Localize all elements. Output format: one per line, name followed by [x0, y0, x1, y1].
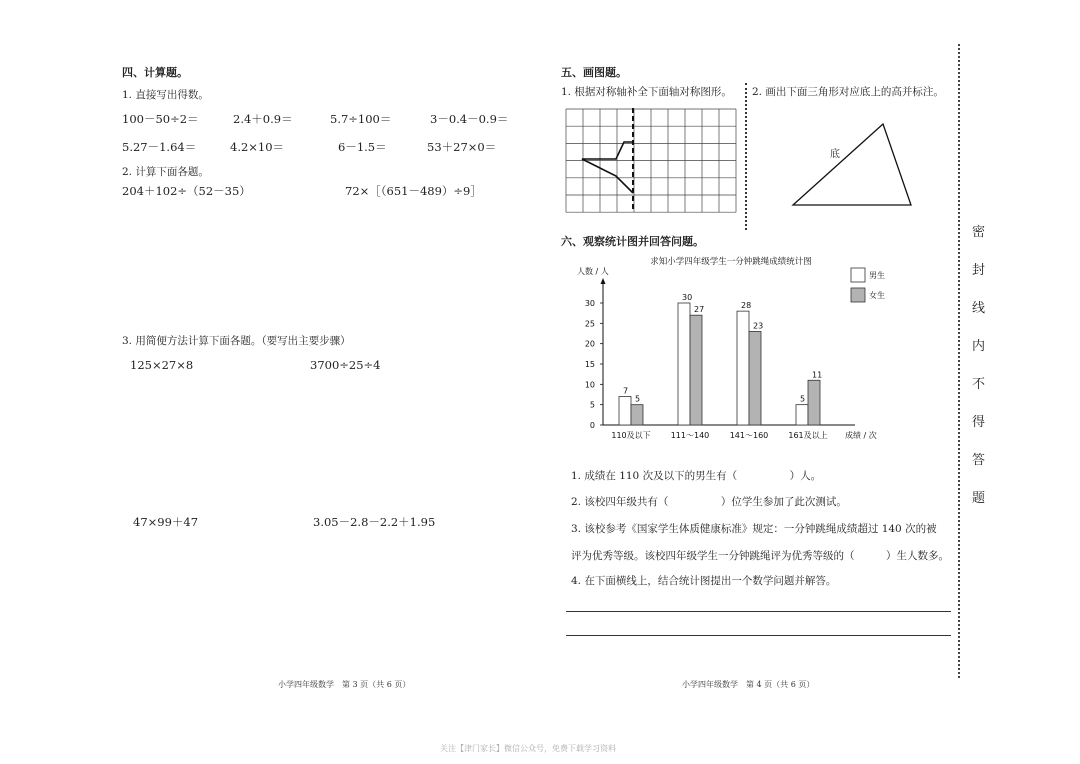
- legend-swatch: [851, 268, 865, 282]
- y-tick-label: 15: [584, 360, 595, 369]
- bar: [808, 380, 820, 425]
- y-tick-label: 10: [584, 380, 595, 390]
- legend-label: 男生: [869, 271, 885, 280]
- oral-item: 4.2×10＝: [230, 140, 285, 154]
- x-tick-label: 161及以上: [788, 431, 828, 440]
- q2-item: 72×［（651－489）÷9］: [345, 184, 482, 198]
- drawing-q1: 1. 根据对称轴补全下面轴对称图形。: [561, 86, 732, 98]
- x-tick-label: 111～140: [670, 431, 710, 440]
- bottom-note: 关注【津门家长】微信公众号，免费下载学习资料: [440, 744, 616, 753]
- q2-item: 204＋102÷（52－35）: [122, 184, 251, 198]
- seal-char: 不: [972, 377, 986, 392]
- stat-question-2: 2. 该校四年级共有（ ）位学生参加了此次测试。: [571, 496, 847, 508]
- drawing-q2: 2. 画出下面三角形对应底上的高并标注。: [752, 86, 944, 98]
- half-figure: [582, 142, 633, 193]
- page-footer: 小学四年级数学 第 3 页（共 6 页）: [278, 680, 411, 689]
- stat-question-1: 1. 成绩在 110 次及以下的男生有（ ）人。: [571, 470, 822, 482]
- stat-question-3a: 3. 该校参考《国家学生体质健康标准》规定：一分钟跳绳成绩超过 140 次的被: [571, 523, 937, 535]
- y-axis-label: 人数 / 人: [577, 267, 609, 276]
- seal-char: 线: [972, 301, 986, 316]
- legend-swatch: [851, 288, 865, 302]
- section-4-title: 四、计算题。: [122, 66, 188, 79]
- seal-char: 题: [972, 491, 986, 506]
- oral-item: 2.4＋0.9＝: [233, 112, 293, 126]
- q3-item: 47×99＋47: [133, 515, 199, 529]
- bar: [678, 303, 690, 425]
- chart-title: 求知小学四年级学生一分钟跳绳成绩统计图: [650, 257, 812, 267]
- y-axis-arrow: [601, 278, 606, 284]
- seal-char: 封: [972, 263, 986, 278]
- oral-item: 100－50÷2＝: [122, 112, 199, 126]
- q3-item: 3.05－2.8－2.2＋1.95: [313, 515, 436, 529]
- oral-item: 3－0.4－0.9＝: [430, 112, 509, 126]
- bar-chart: [565, 252, 895, 447]
- q3-title: 3. 用简便方法计算下面各题。（要写出主要步骤）: [122, 335, 351, 347]
- oral-item: 6－1.5＝: [338, 140, 387, 154]
- symmetry-grid: [565, 108, 737, 214]
- y-tick-label: 30: [584, 299, 595, 308]
- y-tick-label: 25: [584, 319, 595, 329]
- oral-item: 53＋27×0＝: [427, 140, 497, 154]
- legend-label: 女生: [869, 291, 885, 300]
- bar: [749, 331, 761, 425]
- seal-char: 得: [972, 415, 986, 430]
- q3-item: 125×27×8: [130, 358, 194, 372]
- bar-value-label: 27: [694, 305, 705, 315]
- oral-item: 5.7÷100＝: [330, 112, 392, 126]
- answer-line: [566, 611, 951, 612]
- y-tick-label: 0: [589, 421, 595, 430]
- bar: [796, 405, 808, 425]
- stat-question-4: 4. 在下面横线上，结合统计图提出一个数学问题并解答。: [571, 575, 837, 587]
- binding-line: [958, 44, 960, 678]
- bar: [737, 311, 749, 425]
- section-6-title: 六、观察统计图并回答问题。: [561, 235, 704, 248]
- q2-title: 2. 计算下面各题。: [122, 166, 209, 178]
- base-label: 底: [830, 149, 840, 160]
- bar-value-label: 30: [682, 293, 693, 302]
- bar-value-label: 11: [812, 370, 823, 380]
- q1-title: 1. 直接写出得数。: [122, 89, 209, 101]
- y-tick-label: 5: [589, 400, 595, 410]
- bar: [619, 397, 631, 425]
- x-axis-label: 成绩 / 次: [845, 431, 877, 440]
- answer-line: [566, 635, 951, 636]
- bar: [631, 405, 643, 425]
- triangle-figure: [790, 120, 915, 210]
- bar-value-label: 7: [623, 386, 629, 396]
- q3-item: 3700÷25÷4: [310, 358, 381, 372]
- bar: [690, 315, 702, 425]
- oral-item: 5.27－1.64＝: [122, 140, 197, 154]
- triangle: [793, 124, 911, 205]
- page-footer: 小学四年级数学 第 4 页（共 6 页）: [682, 680, 815, 689]
- seal-char: 密: [972, 225, 986, 240]
- bar-value-label: 5: [800, 394, 806, 404]
- seal-char: 内: [972, 339, 986, 354]
- section-5-title: 五、画图题。: [561, 66, 627, 79]
- seal-char: 答: [972, 453, 986, 468]
- x-tick-label: 141～160: [729, 431, 769, 440]
- stat-question-3b: 评为优秀等级。该校四年级学生一分钟跳绳评为优秀等级的（ ）生人数多。: [571, 550, 949, 562]
- divider: [745, 83, 747, 230]
- bar-value-label: 5: [635, 394, 641, 404]
- x-tick-label: 110及以下: [611, 431, 651, 440]
- bar-value-label: 23: [753, 321, 764, 331]
- y-tick-label: 20: [584, 339, 595, 349]
- bar-value-label: 28: [741, 301, 752, 311]
